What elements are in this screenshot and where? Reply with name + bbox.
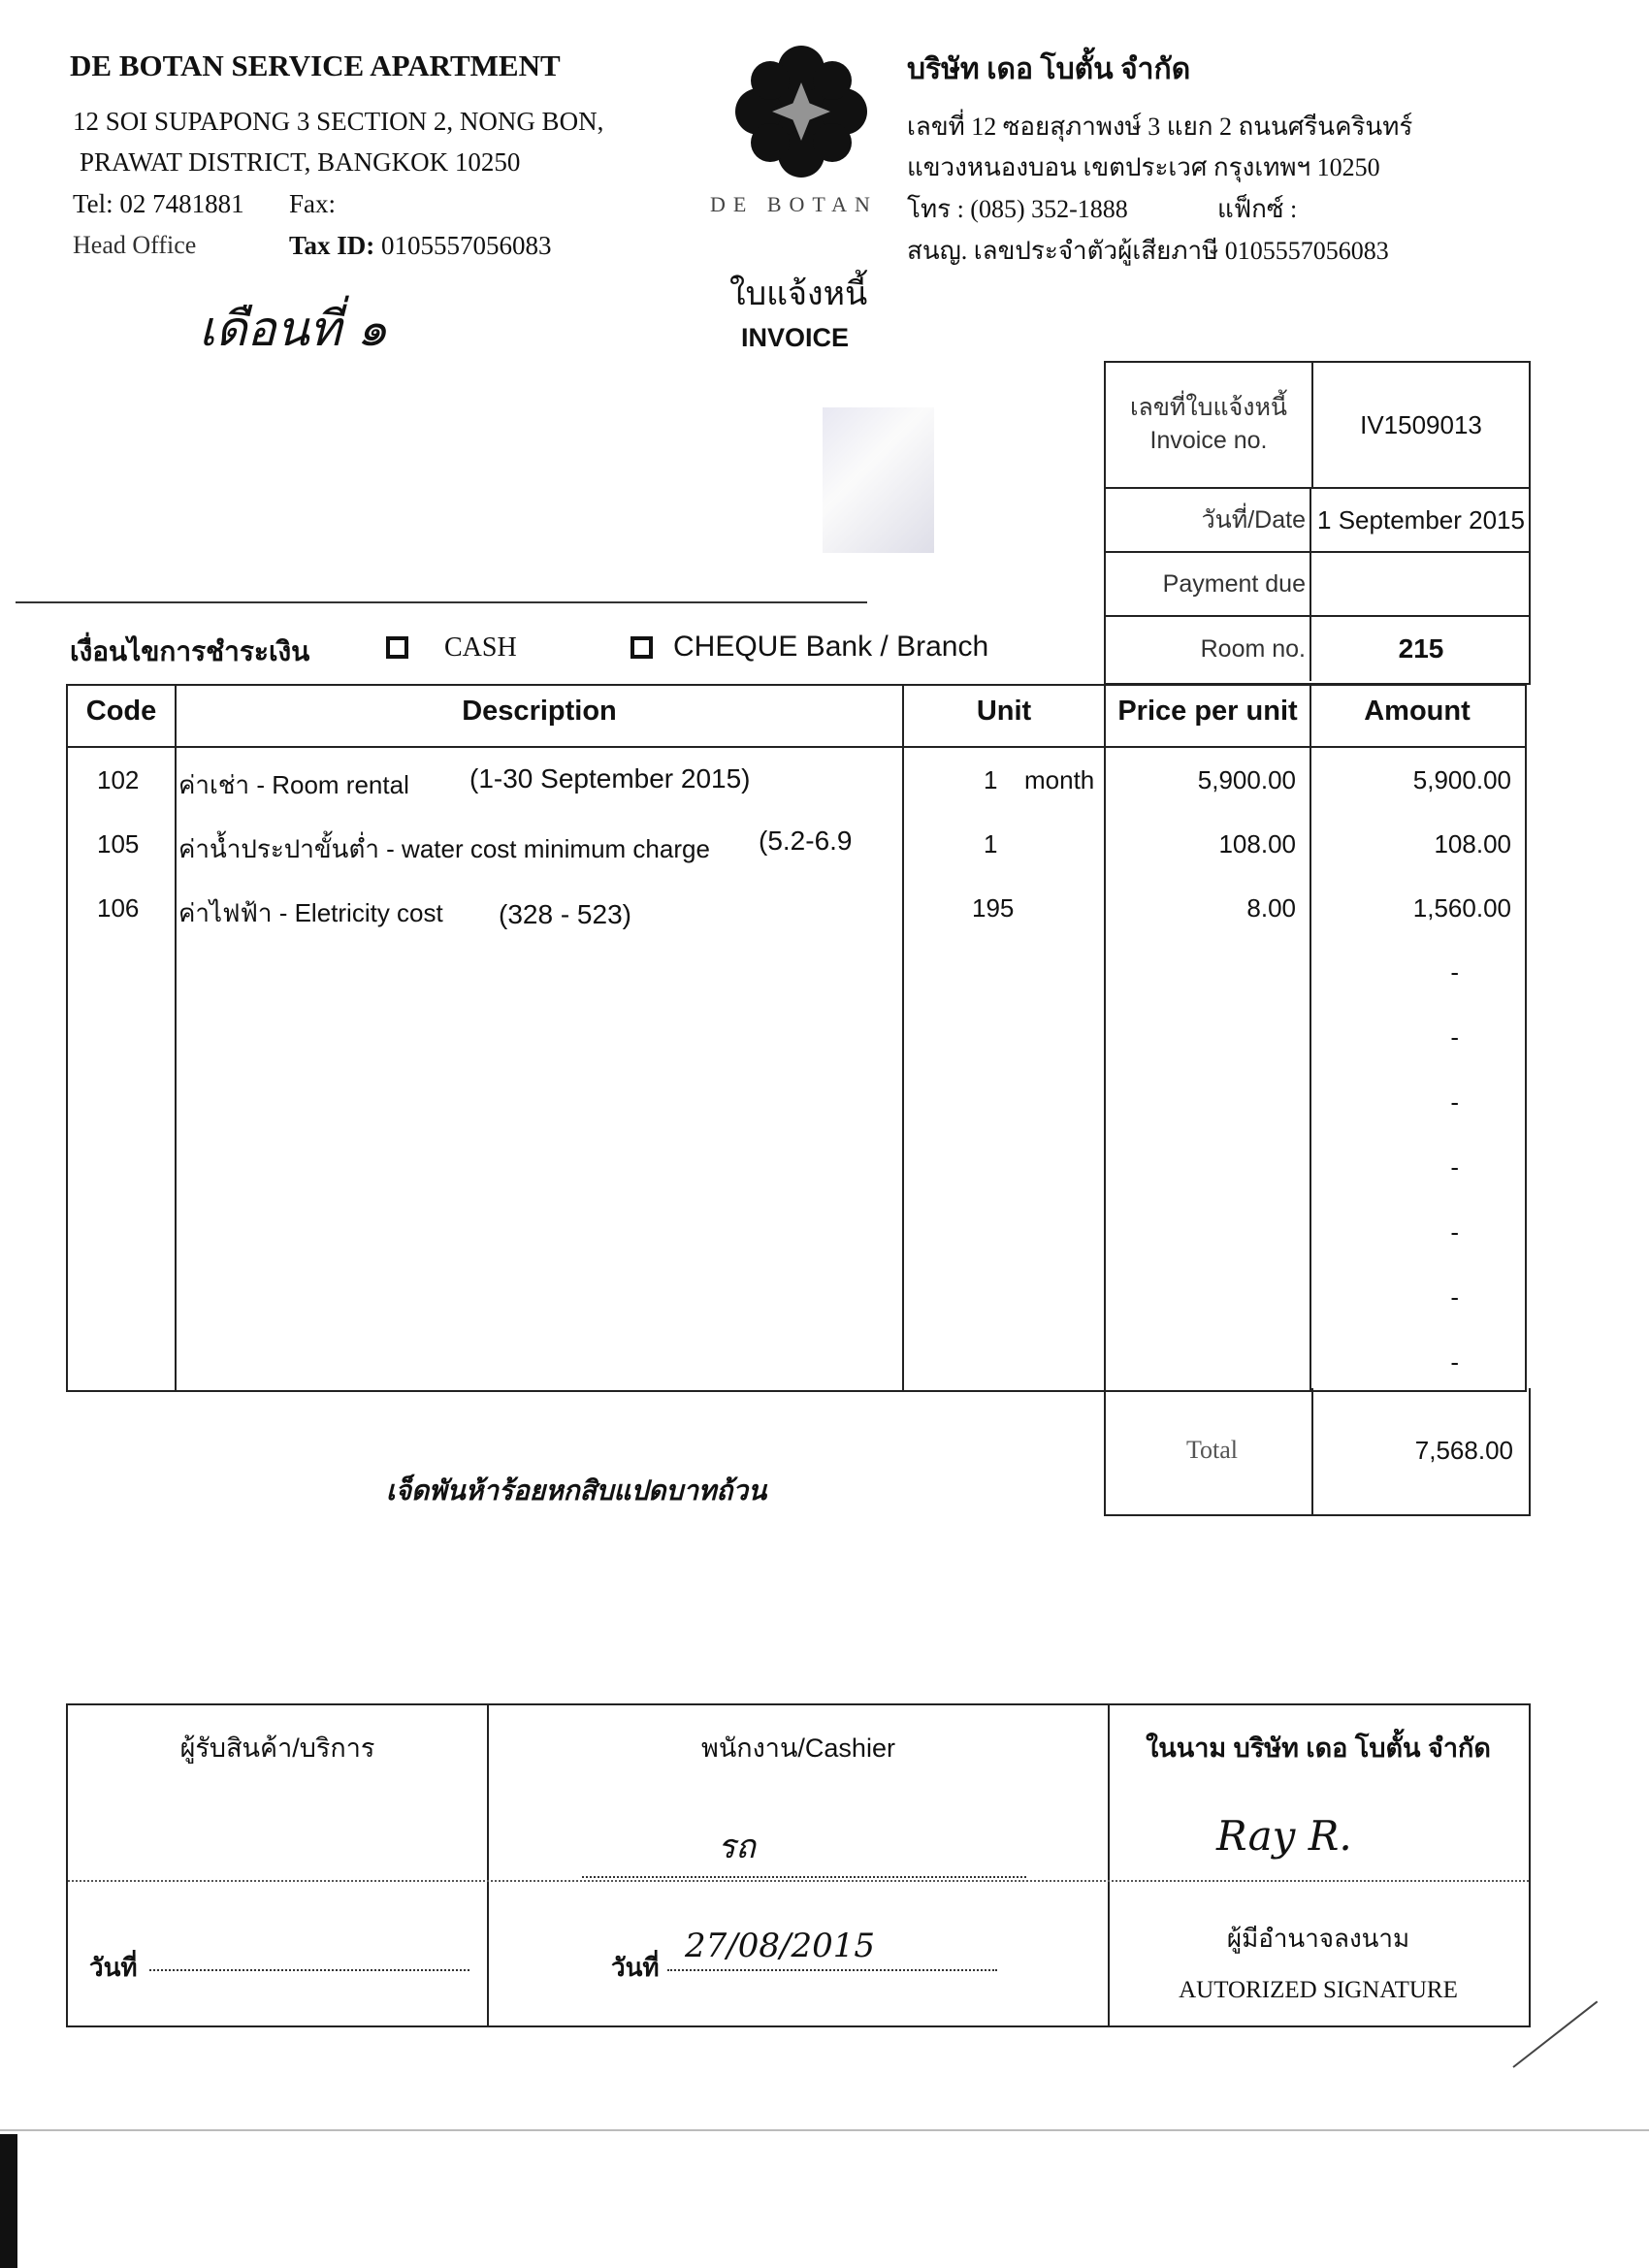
cash-checkbox[interactable] [386,636,408,659]
company-address-th-line2: แขวงหนองบอน เขตประเวศ กรุงเทพฯ 10250 [907,153,1380,181]
company-tel-th: โทร : (085) 352-1888 [907,195,1128,223]
payment-due-value [1313,553,1529,615]
receiver-date-line [149,1969,469,1971]
row1-uom: month [1024,765,1095,794]
cashier-date-label: วันที่ [611,1953,660,1982]
company-name-th: บริษัท เดอ โบตั้น จำกัด [907,53,1191,85]
payment-due-label: Payment due [1106,553,1311,615]
logo-wordmark: DE BOTAN [710,192,878,216]
invoice-no-label-th: เลขที่ใบแจ้งหนี้ [1129,394,1288,421]
company-sign-header: ในนาม บริษัท เดอ โบตั้น จำกัด [1146,1733,1491,1763]
empty-row-dash: - [1450,1347,1459,1377]
authorized-signature: Ray R. [1216,1812,1352,1860]
scan-edge [0,2134,17,2268]
invoice-no-label [1106,363,1313,487]
row3-code: 106 [97,893,140,923]
row1-amount: 5,900.00 [1412,765,1511,794]
invoice-meta-box [1104,361,1531,685]
handwritten-month-note: เดือนที่ ๑ [199,301,388,357]
de-botan-logo-icon [729,44,873,179]
customer-address-area [16,373,867,603]
row1-description: ค่าเช่า - Room rental [178,770,409,799]
col-divider [902,686,904,1390]
items-table [66,684,1527,1392]
row2-amount: 108.00 [1434,829,1511,859]
row2-price: 108.00 [1218,829,1296,859]
company-address-line2: PRAWAT DISTRICT, BANGKOK 10250 [80,147,521,177]
room-no-label: Room no. [1106,617,1311,681]
sig-row-divider [68,1880,1529,1882]
cheque-checkbox[interactable] [630,636,653,659]
row2-qty: 1 [984,829,998,859]
table-header-divider [68,746,1525,748]
authorized-label-en: AUTORIZED SIGNATURE [1179,1977,1458,2003]
header-amount: Amount [1364,696,1471,727]
row3-qty: 195 [972,893,1015,923]
empty-row-dash: - [1450,1282,1459,1312]
row3-note: (328 - 523) [499,899,631,929]
row1-code: 102 [97,765,140,794]
company-fax: Fax: [289,189,337,218]
tax-id-label: Tax ID: [289,231,375,260]
tax-id [289,231,552,261]
company-address-line1: 12 SOI SUPAPONG 3 SECTION 2, NONG BON, [73,107,604,136]
header-code: Code [85,696,157,727]
meta-row-payment-due [1106,553,1529,617]
cash-label: CASH [444,632,517,663]
row2-code: 105 [97,829,140,859]
paper-bottom-edge [0,2129,1649,2131]
receiver-header: ผู้รับสินค้า/บริการ [179,1733,375,1763]
authorized-label-th: ผู้มีอำนาจลงนาม [1226,1925,1410,1953]
company-name-en: DE BOTAN SERVICE APARTMENT [70,49,561,82]
header-price-per-unit: Price per unit [1117,696,1298,727]
total-label: Total [1185,1436,1238,1464]
row2-note: (5.2-6.9 [759,826,853,856]
cashier-header: พนักงาน/Cashier [701,1733,895,1763]
row2-description: ค่าน้ำประปาขั้นต่ำ - water cost minimum charge [178,834,710,863]
document-title-en: INVOICE [741,323,850,352]
header-unit: Unit [976,696,1032,727]
row3-description: ค่าไฟฟ้า - Eletricity cost [178,898,443,927]
empty-row-dash: - [1450,1087,1459,1117]
meta-row-room-no [1106,617,1529,681]
row1-qty: 1 [984,765,998,794]
cheque-label: CHEQUE Bank / Branch [673,631,989,663]
cashier-date-line [667,1969,997,1971]
stamp-image [823,407,934,553]
room-no-value: 215 [1398,633,1444,664]
receiver-date-label: วันที่ [89,1953,138,1982]
company-fax-th: แฟ็กซ์ : [1217,195,1298,223]
header-description: Description [462,696,617,727]
col-divider [175,686,177,1390]
row3-price: 8.00 [1246,893,1296,923]
company-tel: Tel: 02 7481881 [73,189,244,218]
company-tax-th: สนญ. เลขประจำตัวผู้เสียภาษี 0105557056083 [907,237,1389,265]
empty-row-dash: - [1450,957,1459,987]
date-value: 1 September 2015 [1317,505,1525,535]
empty-row-dash: - [1450,1217,1459,1247]
row1-price: 5,900.00 [1197,765,1296,794]
meta-row-invoice-no [1106,363,1529,489]
payment-terms-label: เงื่อนไขการชำระเงิน [70,637,310,667]
total-value: 7,568.00 [1414,1436,1513,1465]
cashier-sign-line [582,1876,1026,1878]
date-label: วันที่/Date [1106,489,1311,551]
row3-amount: 1,560.00 [1412,893,1511,923]
empty-row-dash: - [1450,1022,1459,1052]
empty-row-dash: - [1450,1152,1459,1182]
cashier-signature: รถ [718,1828,756,1866]
company-address-th-line1: เลขที่ 12 ซอยสุภาพงษ์ 3 แยก 2 ถนนศรีนครินทร์ [907,113,1413,141]
invoice-no-value: IV1509013 [1360,410,1482,439]
tax-id-value: 0105557056083 [381,231,552,260]
invoice-no-label-en: Invoice no. [1149,427,1268,454]
total-in-words: เจ็ดพันห้าร้อยหกสิบแปดบาทถ้วน [386,1475,767,1506]
cashier-date: 27/08/2015 [685,1927,875,1965]
document-title-th: ใบแจ้งหนี้ [729,276,868,312]
signature-table [66,1703,1531,2027]
meta-row-date [1106,489,1529,553]
head-office-label: Head Office [73,231,197,259]
row1-note: (1-30 September 2015) [469,763,751,794]
